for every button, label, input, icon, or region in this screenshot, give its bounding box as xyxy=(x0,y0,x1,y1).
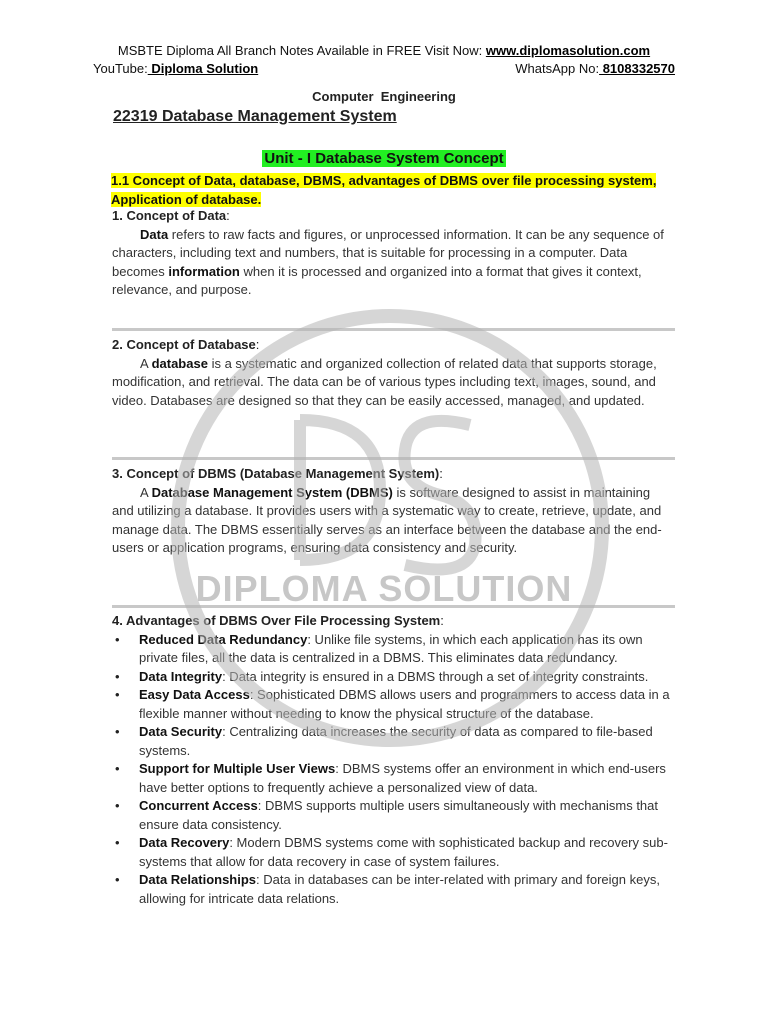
section-dbms-heading-text: 3. Concept of DBMS (Database Management System) xyxy=(112,466,440,481)
youtube-label: YouTube: xyxy=(93,61,148,76)
advantage-term: Easy Data Access xyxy=(139,687,250,702)
bullet-icon: • xyxy=(115,798,120,813)
advantage-text: : Centralizing data increases the security of data as compared to file-based systems. xyxy=(139,724,653,758)
advantage-text: : Modern DBMS systems come with sophisticated backup and recovery sub-systems that allow for data recovery in case of system failures. xyxy=(139,835,668,869)
advantage-term: Concurrent Access xyxy=(139,798,258,813)
term-data: Data xyxy=(140,226,169,242)
advantage-text: : DBMS supports multiple users simultaneously with mechanisms that ensure data consistency. xyxy=(139,798,658,832)
bullet-icon: • xyxy=(115,761,120,776)
topic-heading-line2: Application of database. xyxy=(111,192,262,207)
section-dbms-heading-colon: : xyxy=(439,466,443,481)
advantage-text: : Sophisticated DBMS allows users and programmers to access data in a flexible manner without needing to know the physical structure of the database. xyxy=(139,687,670,721)
section-divider xyxy=(112,328,675,331)
section-data-text1: refers to raw facts and figures, or unprocessed information. It can be any sequence of characters, including text and numbers, that is suitable for processing in a computer. Data becomes xyxy=(112,226,664,279)
section-advantages-heading-text: 4. Advantages of DBMS Over File Processing System xyxy=(112,613,441,628)
section-divider xyxy=(112,605,675,608)
term-dbms: Database Management System (DBMS) xyxy=(151,484,393,500)
bullet-icon: • xyxy=(115,687,120,702)
advantage-term: Support for Multiple User Views xyxy=(139,761,336,776)
section-database-prefix: A xyxy=(140,355,152,371)
section-database-heading xyxy=(112,336,672,355)
bullet-icon: • xyxy=(115,631,120,647)
department-title: Computer Engineering xyxy=(312,89,456,104)
bullet-icon: • xyxy=(115,835,120,850)
website-link[interactable]: www.diplomasolution.com xyxy=(485,43,651,58)
advantage-term: Data Relationships xyxy=(139,872,257,887)
term-information: information xyxy=(168,263,240,279)
advantage-text: : Unlike file systems, in which each application has its own private files, all the data is centralized in a DBMS. This eliminates data redundancy. xyxy=(139,631,643,665)
term-database: database xyxy=(151,355,208,371)
section-database-body xyxy=(112,355,672,411)
list-item xyxy=(112,834,672,871)
list-item xyxy=(112,760,672,797)
section-database-text: is a systematic and organized collection of related data that supports storage, modification, and retrieval. The data can be of various types including text, images, sound, and video. Databases are designed so that they can be easily accessed, managed, and updated. xyxy=(112,355,657,408)
bullet-icon: • xyxy=(115,668,120,684)
advantage-text: : Data integrity is ensured in a DBMS through a set of integrity constraints. xyxy=(222,668,649,684)
unit-title: Unit - I Database System Concept xyxy=(264,150,504,167)
course-title: 22319 Database Management System xyxy=(113,108,397,125)
topic-heading xyxy=(111,171,671,209)
advantage-term: Data Security xyxy=(139,724,223,739)
list-item xyxy=(112,797,672,834)
section-database-heading-text: 2. Concept of Database xyxy=(112,337,256,352)
whatsapp-label: WhatsApp No: xyxy=(515,61,600,76)
advantages-list xyxy=(112,631,672,909)
youtube-contact xyxy=(93,61,258,76)
section-dbms-heading xyxy=(112,465,672,484)
advantage-term: Reduced Data Redundancy xyxy=(139,631,308,647)
advantage-term: Data Integrity xyxy=(139,668,223,684)
section-data-text2: when it is processed and organized into a format that gives it context, relevance, and purpose. xyxy=(112,263,642,297)
section-advantages-heading-colon: : xyxy=(440,613,444,628)
section-data-body xyxy=(112,226,672,300)
youtube-link[interactable]: Diploma Solution xyxy=(147,61,259,76)
section-divider xyxy=(112,457,675,460)
section-advantages-heading xyxy=(112,612,672,631)
section-data-heading xyxy=(112,207,672,226)
whatsapp-contact xyxy=(515,61,675,76)
section-data-heading-text: 1. Concept of Data xyxy=(112,208,227,223)
list-item xyxy=(112,668,672,687)
section-data-heading-colon: : xyxy=(226,208,230,223)
section-data xyxy=(112,207,672,300)
section-dbms-text: is software designed to assist in maintaining and utilizing a database. It provides users with a systematic way to create, retrieve, update, and manage data. The DBMS essentially serves as an interface between the database and the end-users or application programs, ensuring data consistency and security. xyxy=(112,484,662,555)
bullet-icon: • xyxy=(115,872,120,887)
header-promo-line xyxy=(0,43,768,58)
header-promo-text: MSBTE Diploma All Branch Notes Available in FREE Visit Now: xyxy=(117,43,486,58)
watermark-text: DIPLOMA SOLUTION xyxy=(195,568,573,609)
list-item xyxy=(112,686,672,723)
advantage-text: : DBMS systems offer an environment in which end-users have better options to frequently achieve a personalized view of data. xyxy=(139,761,666,795)
section-dbms-body xyxy=(112,484,672,558)
advantage-term: Data Recovery xyxy=(139,835,230,850)
list-item xyxy=(112,871,672,908)
advantage-text: : Data in databases can be inter-related with primary and foreign keys, allowing for intricate data relations. xyxy=(139,872,660,906)
section-database-heading-colon: : xyxy=(255,337,260,352)
section-database xyxy=(112,336,672,410)
section-dbms-prefix: A xyxy=(140,484,152,500)
section-dbms xyxy=(112,465,672,558)
list-item xyxy=(112,723,672,760)
section-advantages xyxy=(112,612,672,908)
topic-heading-line1: 1.1 Concept of Data, database, DBMS, advantages of DBMS over file processing system, xyxy=(111,173,657,188)
unit-heading xyxy=(0,150,768,168)
whatsapp-link[interactable]: 8108332570 xyxy=(599,61,675,76)
list-item xyxy=(112,631,672,668)
bullet-icon: • xyxy=(115,724,120,739)
